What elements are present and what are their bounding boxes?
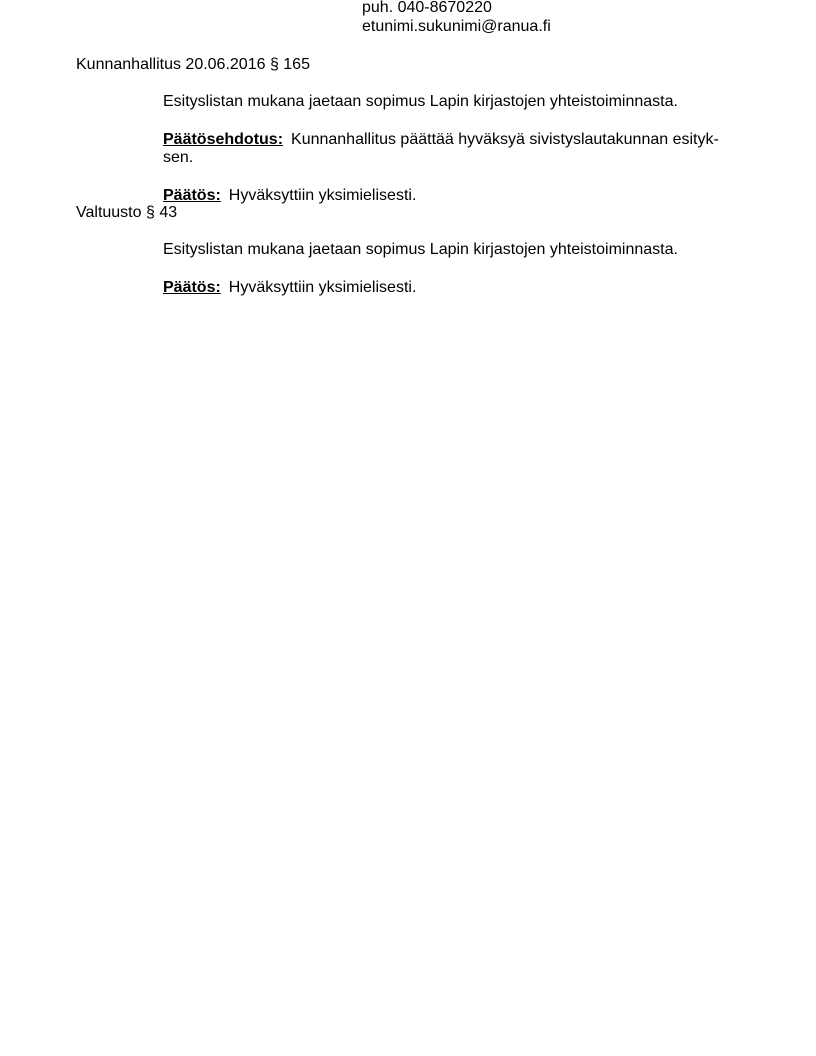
decision-paragraph	[163, 279, 416, 297]
proposal-text: Kunnanhallitus päättää hyväksyä sivistyslautakunnan esityk-sen.	[163, 131, 719, 166]
decision-paragraph	[163, 187, 416, 205]
decision-label: Päätös:	[163, 187, 221, 204]
section-heading-kunnanhallitus: Kunnanhallitus 20.06.2016 § 165	[76, 56, 310, 73]
contact-phone: puh. 040-8670220	[362, 0, 492, 16]
proposal-label: Päätösehdotus:	[163, 131, 284, 148]
proposal-paragraph	[163, 131, 723, 167]
decision-text: Hyväksyttiin yksimielisesti.	[228, 187, 417, 204]
decision-text: Hyväksyttiin yksimielisesti.	[228, 279, 417, 296]
section-intro-text: Esityslistan mukana jaetaan sopimus Lapin kirjastojen yhteistoiminnasta.	[163, 241, 678, 258]
section-heading-valtuusto: Valtuusto § 43	[76, 204, 178, 221]
contact-email: etunimi.sukunimi@ranua.fi	[362, 18, 551, 35]
decision-label: Päätös:	[163, 279, 221, 296]
section-intro-text: Esityslistan mukana jaetaan sopimus Lapin kirjastojen yhteistoiminnasta.	[163, 93, 678, 110]
